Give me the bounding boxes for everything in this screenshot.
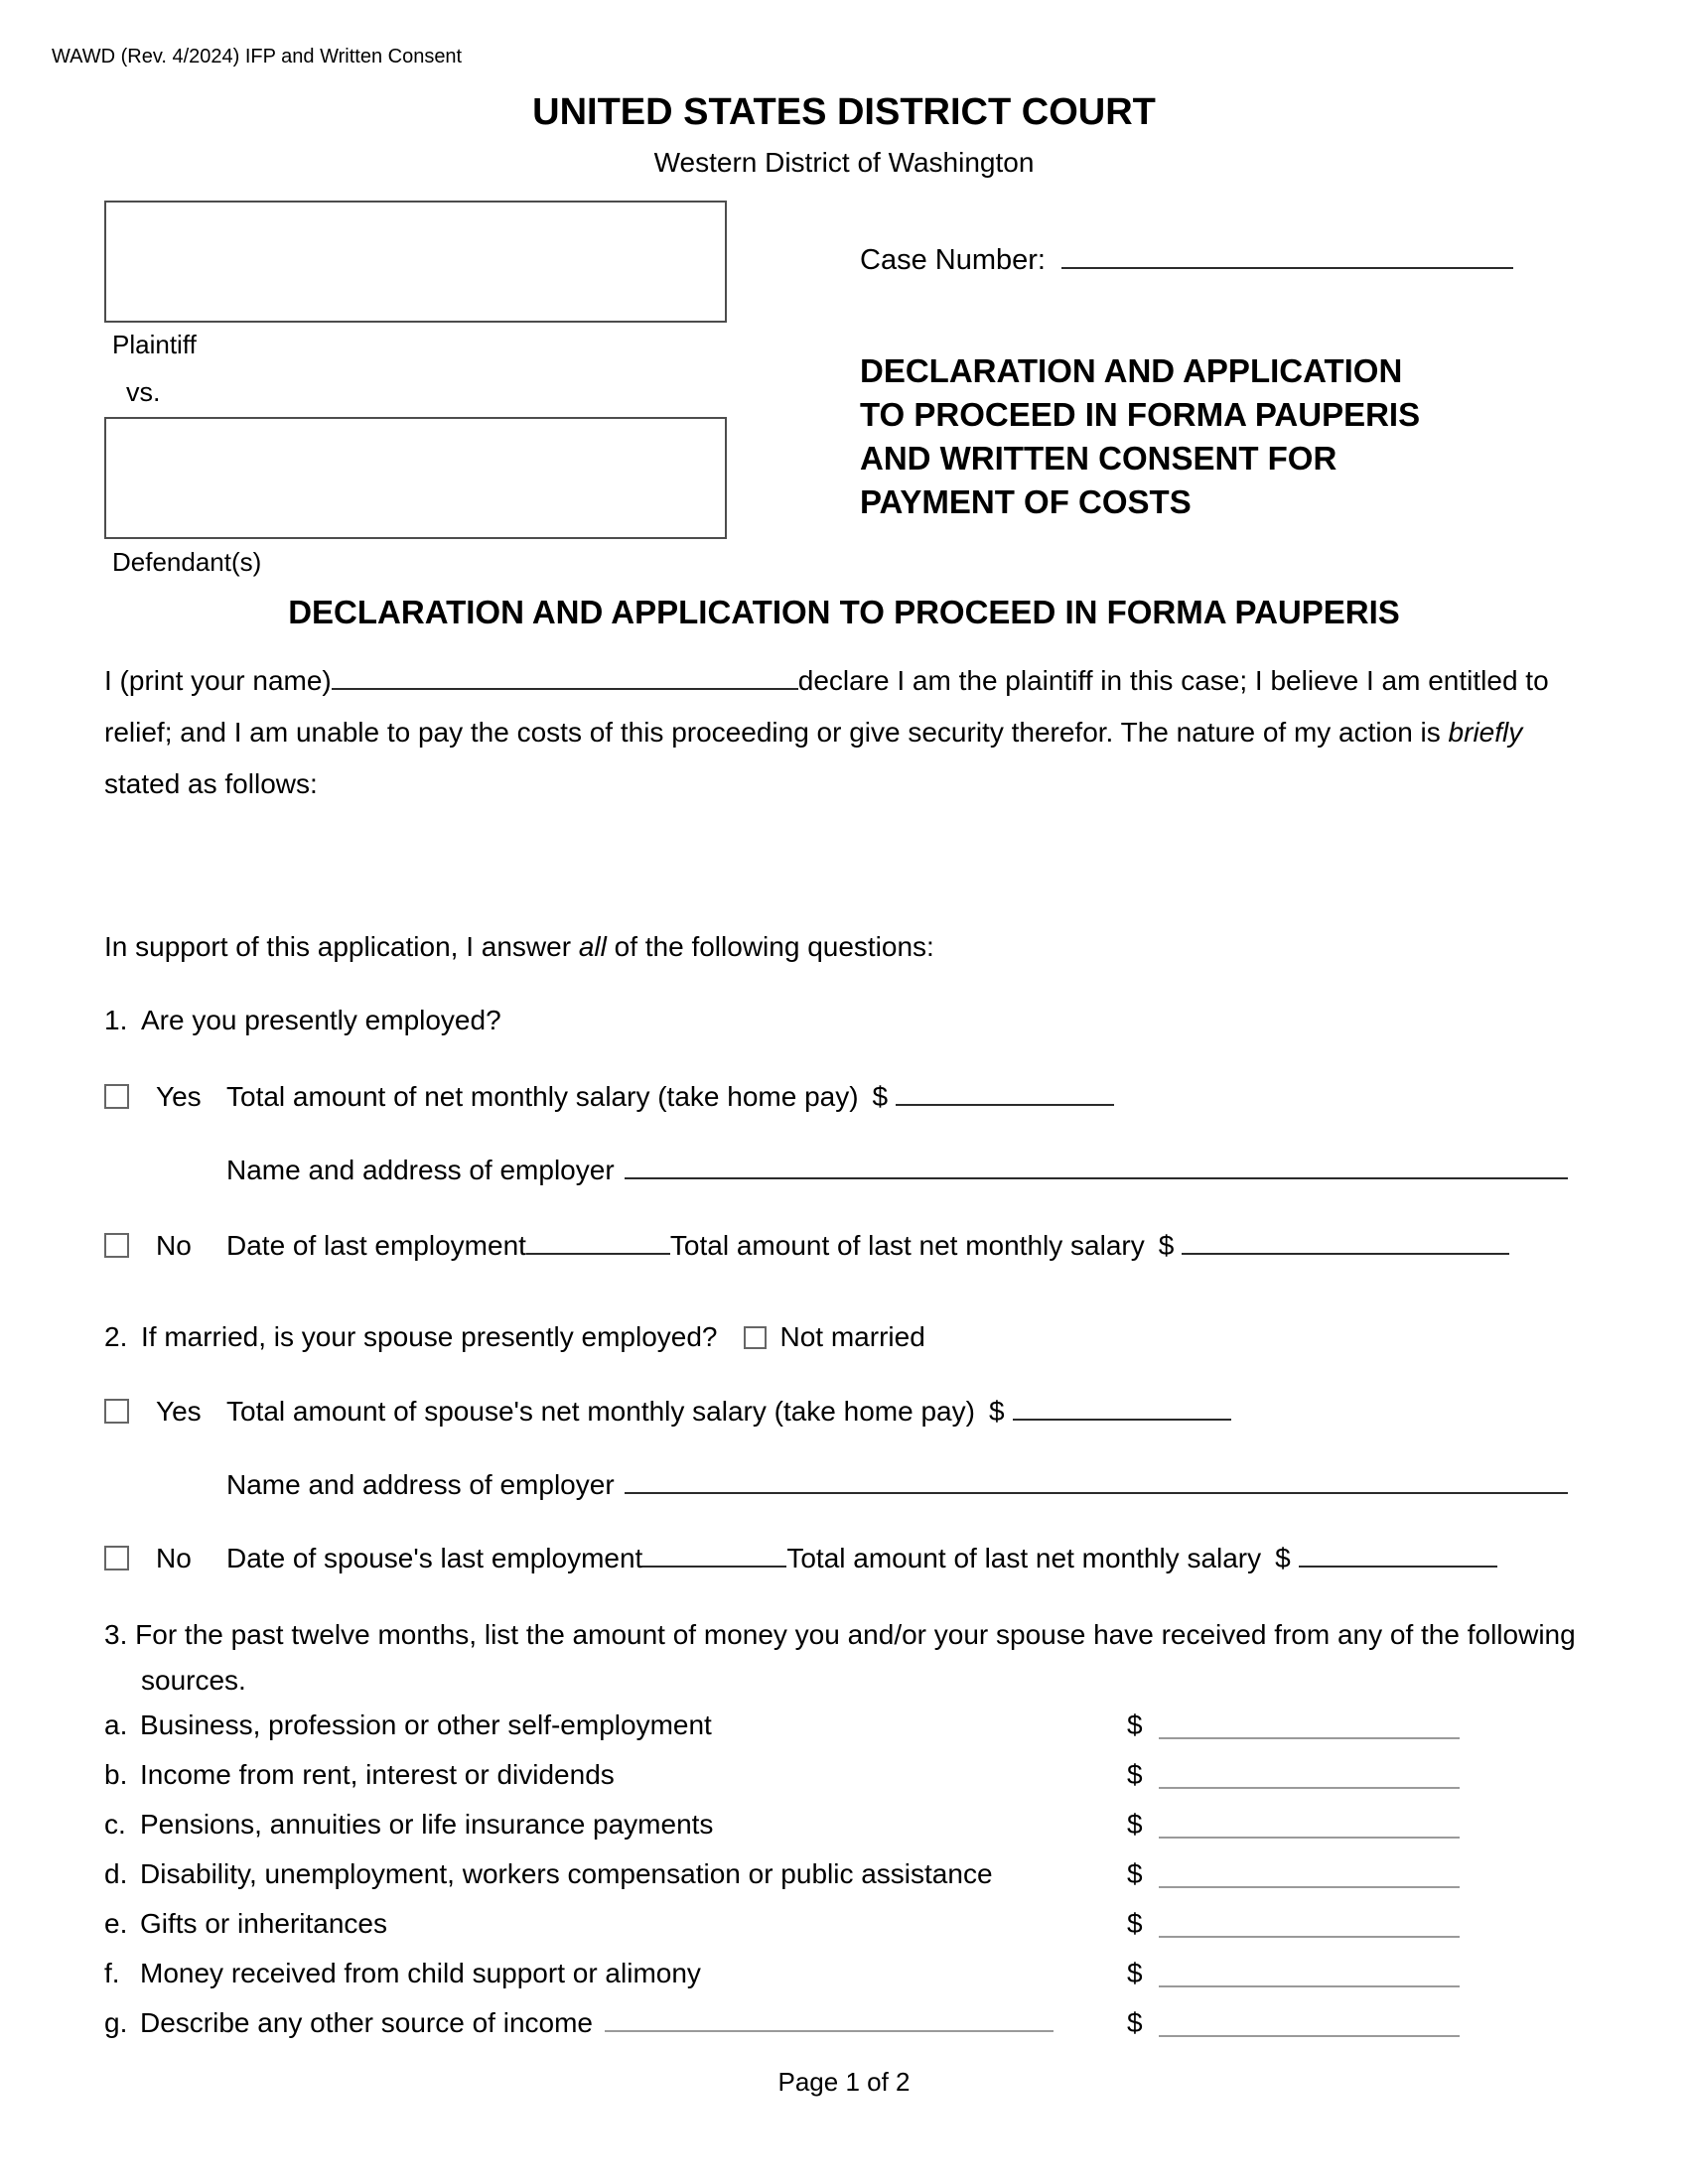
question-3 [104,1612,1599,1704]
question-3-text: For the past twelve months, list the amount of money you and/or your spouse have received from any of the following sources. [135,1619,1576,1696]
income-b-input[interactable] [1159,1757,1460,1789]
document-title-line-1: DECLARATION AND APPLICATION [860,352,1403,389]
document-title-line-4: PAYMENT OF COSTS [860,483,1192,520]
support-italic-word: all [578,931,607,962]
q1-no-label: No [156,1230,192,1261]
q1-employer-input[interactable] [625,1177,1568,1179]
q2-employer-label: Name and address of employer [226,1469,615,1500]
q1-employer-label: Name and address of employer [226,1155,615,1185]
income-c-input[interactable] [1159,1807,1460,1839]
q2-employer-input[interactable] [625,1492,1568,1494]
q2-yes-salary-input[interactable] [1013,1419,1231,1421]
item-letter: d. [104,1858,128,1889]
item-letter: c. [104,1809,126,1840]
item-label: Money received from child support or alimony [140,1958,701,1988]
not-married-label: Not married [779,1321,925,1352]
item-label: Income from rent, interest or dividends [140,1759,615,1790]
dollar-sign: $ [1275,1543,1291,1573]
page-number: Page 1 of 2 [777,2067,911,2097]
q2-no-checkbox[interactable] [104,1546,129,1570]
document-title-line-2: TO PROCEED IN FORMA PAUPERIS [860,396,1421,433]
item-label: Business, profession or other self-employment [140,1709,712,1740]
declaration-paragraph [104,655,1599,810]
item-letter: a. [104,1709,128,1740]
name-input[interactable] [332,688,798,690]
income-item-f [104,1958,1594,1997]
q1-no-checkbox[interactable] [104,1233,129,1258]
q2-yes-salary-text: Total amount of spouse's net monthly salary (take home pay) [226,1396,975,1427]
case-number-input[interactable] [1061,267,1513,269]
q2-no-date-input[interactable] [642,1566,786,1568]
document-title [860,349,1420,524]
income-e-input[interactable] [1159,1906,1460,1938]
income-item-g [104,2007,1594,2047]
q1-yes-row [104,1081,1114,1113]
dollar-sign: $ [1127,1709,1143,1740]
question-2 [104,1321,925,1353]
income-item-a [104,1709,1594,1749]
question-1 [104,1005,501,1036]
vs-label: vs. [126,377,161,407]
support-text-end: of the following questions: [606,931,934,962]
q2-no-label: No [156,1543,192,1573]
dollar-sign: $ [1127,1759,1143,1790]
district-subtitle: Western District of Washington [653,147,1035,178]
q2-yes-checkbox[interactable] [104,1399,129,1424]
support-statement [104,931,934,963]
dollar-sign: $ [1158,1230,1175,1261]
dollar-sign: $ [872,1081,889,1112]
q2-no-row [104,1543,1497,1574]
q2-employer-row [226,1469,1568,1501]
question-1-number: 1. [104,1005,128,1035]
form-revision-id: WAWD (Rev. 4/2024) IFP and Written Consent [52,46,463,68]
q2-no-salary-input[interactable] [1299,1566,1497,1568]
dollar-sign: $ [1127,1858,1143,1889]
declaration-italic-word: briefly [1448,717,1523,748]
item-letter: b. [104,1759,128,1790]
income-item-c [104,1809,1594,1848]
income-item-b [104,1759,1594,1799]
item-label: Pensions, annuities or life insurance payments [140,1809,714,1840]
q1-yes-salary-input[interactable] [896,1104,1114,1106]
plaintiff-name-box[interactable] [104,201,727,323]
court-title: UNITED STATES DISTRICT COURT [532,91,1156,133]
q1-employer-row [226,1155,1568,1186]
item-letter: g. [104,2007,128,2038]
q1-yes-salary-text: Total amount of net monthly salary (take home pay) [226,1081,859,1112]
defendant-name-box[interactable] [104,417,727,539]
item-letter: e. [104,1908,128,1939]
q1-yes-checkbox[interactable] [104,1084,129,1109]
income-item-d [104,1858,1594,1898]
income-g-source-input[interactable] [605,2030,1054,2032]
q1-no-salary-label: Total amount of last net monthly salary [669,1230,1145,1261]
q2-yes-row [104,1396,1231,1428]
item-label: Disability, unemployment, workers compensation or public assistance [140,1858,993,1889]
declaration-text: declare I am the plaintiff in this case; I believe I am entitled to relief; and I am unable to pay the costs of this proceeding or give security therefor. The nature of my action is [104,665,1549,748]
dollar-sign: $ [1127,1958,1143,1988]
q1-no-date-input[interactable] [526,1253,670,1255]
q2-no-salary-label: Total amount of last net monthly salary [786,1543,1262,1573]
q2-no-date-label: Date of spouse's last employment [226,1543,643,1573]
item-label: Gifts or inheritances [140,1908,387,1939]
income-f-input[interactable] [1159,1956,1460,1987]
income-d-input[interactable] [1159,1856,1460,1888]
item-letter: f. [104,1958,120,1988]
question-1-text: Are you presently employed? [141,1005,501,1035]
item-label: Describe any other source of income [140,2007,593,2038]
case-number-row [860,244,1513,277]
document-title-line-3: AND WRITTEN CONSENT FOR [860,440,1337,477]
dollar-sign: $ [1127,1809,1143,1840]
q1-no-date-label: Date of last employment [226,1230,526,1261]
case-number-label: Case Number: [860,244,1046,276]
name-prompt: I (print your name) [104,665,332,696]
not-married-checkbox[interactable] [744,1326,767,1349]
income-g-input[interactable] [1159,2005,1460,2037]
q1-no-row [104,1230,1509,1262]
question-2-text: If married, is your spouse presently employed? [141,1321,718,1352]
question-2-number: 2. [104,1321,128,1352]
question-3-number: 3. [104,1619,128,1650]
income-item-e [104,1908,1594,1948]
dollar-sign: $ [1127,1908,1143,1939]
plaintiff-label: Plaintiff [112,330,197,359]
q1-no-salary-input[interactable] [1182,1253,1509,1255]
support-text: In support of this application, I answer [104,931,579,962]
income-a-input[interactable] [1159,1707,1460,1739]
defendant-label: Defendant(s) [112,547,262,577]
q2-yes-label: Yes [156,1396,202,1427]
dollar-sign: $ [988,1396,1005,1427]
section-heading: DECLARATION AND APPLICATION TO PROCEED IN FORMA PAUPERIS [288,594,1400,630]
declaration-text-end: stated as follows: [104,768,318,799]
q1-yes-label: Yes [156,1081,202,1112]
dollar-sign: $ [1127,2007,1143,2038]
